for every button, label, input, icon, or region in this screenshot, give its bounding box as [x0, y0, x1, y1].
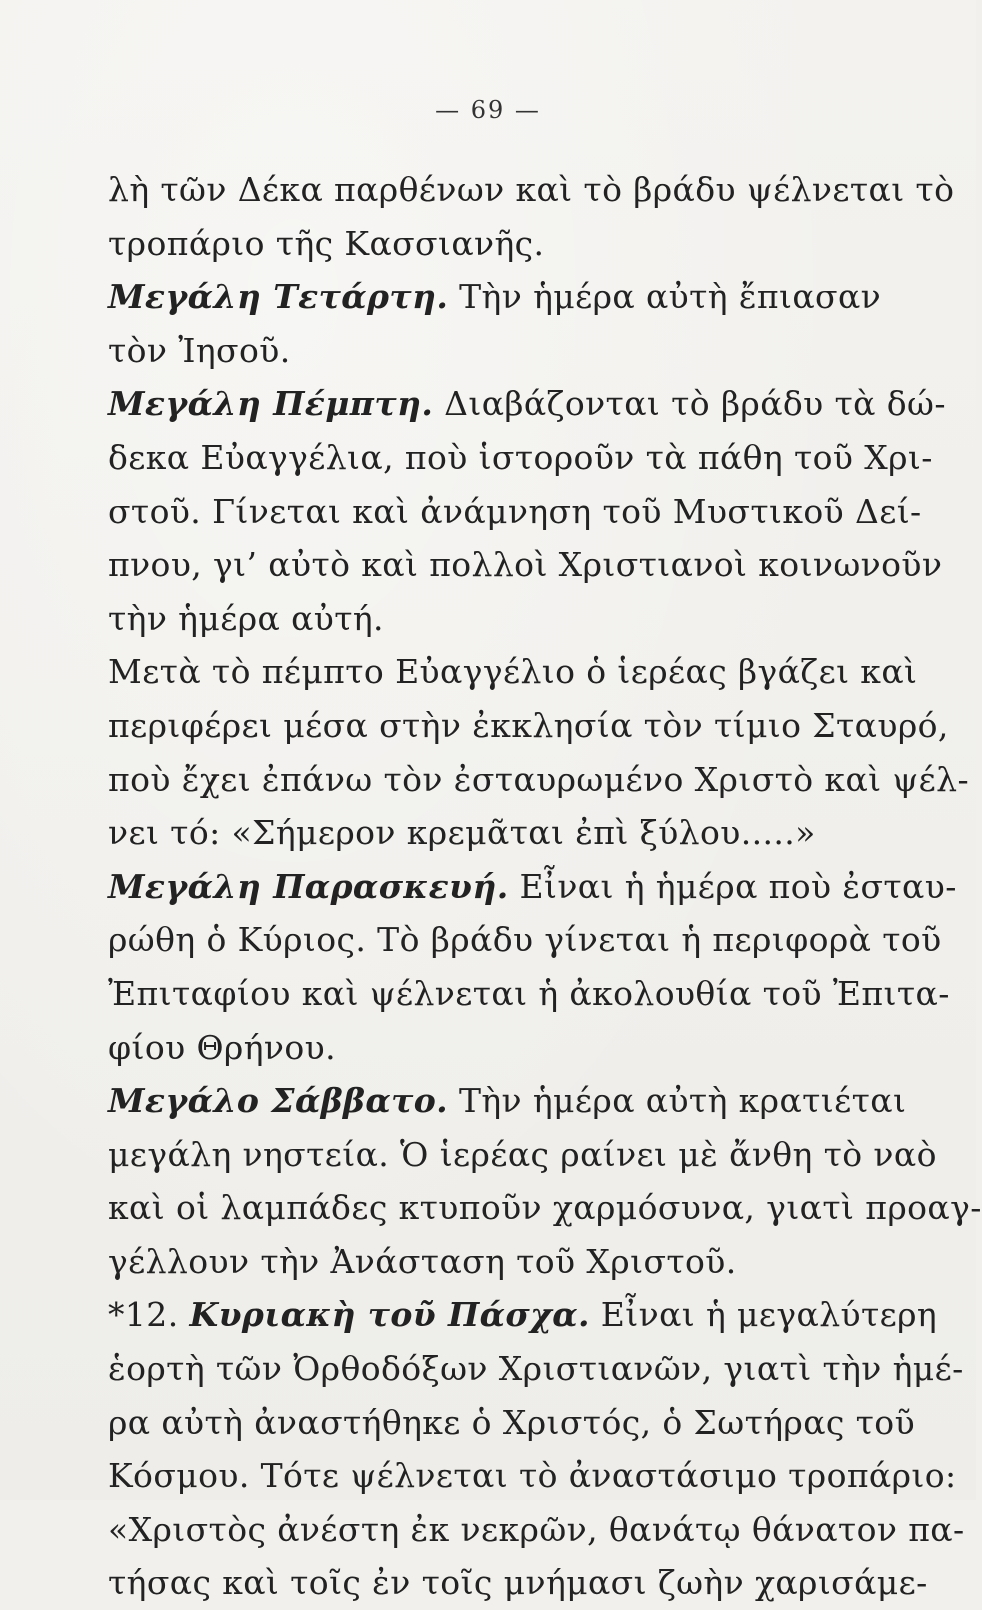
text-line [108, 753, 970, 807]
text-line [108, 1556, 928, 1610]
text-run: τήσας καὶ τοῖς ἐν τοῖς μνήμασι ζωὴν χαρισάμε- [108, 1563, 928, 1603]
text-line [108, 377, 946, 431]
text-line [108, 270, 882, 324]
text-line [108, 1342, 964, 1396]
text-run: Τὴν ἡμέρα αὐτὴ ἔπιασαν [448, 277, 882, 317]
text-run: στοῦ. Γίνεται καὶ ἀνάμνηση τοῦ Μυστικοῦ Δεί- [108, 491, 922, 531]
text-run: *12. [108, 1295, 190, 1335]
text-run: Εἶναι ἡ μεγαλύτερη [589, 1295, 938, 1335]
text-run: πνου, γι’ αὐτὸ καὶ πολλοὶ Χριστιανοὶ κοινωνοῦν [108, 545, 943, 585]
text-run: δεκα Εὐαγγέλια, ποὺ ἱστοροῦν τὰ πάθη τοῦ Χρι- [108, 437, 933, 477]
text-run: καὶ οἱ λαμπάδες κτυποῦν χαρμόσυνα, γιατὶ προαγ- [108, 1188, 982, 1228]
text-run: Τὴν ἡμέρα αὐτὴ κρατιέται [448, 1081, 907, 1121]
text-run: Κόσμου. Τότε ψέλνεται τὸ ἀναστάσιμο τροπάριο: [108, 1456, 957, 1496]
text-line [108, 1396, 916, 1450]
text-run: Ἐπιταφίου καὶ ψέλνεται ἡ ἀκολουθία τοῦ Ἐπιτα- [108, 973, 950, 1013]
section-heading: Μεγάλο Σάββατο. [108, 1081, 449, 1121]
section-heading: Μεγάλη Παρασκευή. [108, 866, 509, 906]
text-line [108, 538, 943, 592]
section-heading: Μεγάλη Πέμπτη. [108, 384, 434, 424]
text-run: «Χριστὸς ἀνέστη ἐκ νεκρῶν, θανάτῳ θάνατον πα- [108, 1509, 965, 1549]
text-line [108, 592, 826, 646]
text-line [108, 217, 826, 271]
text-run: λὴ τῶν Δέκα παρθένων καὶ τὸ βράδυ ψέλνεται τὸ [108, 170, 955, 209]
text-run: Εἶναι ἡ ἡμέρα ποὺ ἐσταυ- [508, 866, 957, 906]
text-line [108, 431, 933, 485]
text-line [108, 1074, 907, 1128]
text-run: Διαβάζονται τὸ βράδυ τὰ δώ- [433, 384, 946, 424]
text-run: φίου Θρήνου. [108, 1027, 336, 1067]
text-line [108, 860, 957, 914]
text-line [108, 967, 950, 1021]
text-line [108, 699, 949, 753]
text-run: μεγάλη νηστεία. Ὁ ἱερέας ραίνει μὲ ἄνθη τὸ ναὸ [108, 1134, 937, 1174]
text-run: νει τό: «Σήμερον κρεμᾶται ἐπὶ ξύλου.....» [108, 813, 816, 853]
text-line [108, 163, 955, 217]
text-run: γέλλουν τὴν Ἀνάσταση τοῦ Χριστοῦ. [108, 1241, 737, 1281]
text-run: περιφέρει μέσα στὴν ἐκκλησία τὸν τίμιο Σταυρό, [108, 705, 949, 745]
section-heading: Κυριακὴ τοῦ Πάσχα. [189, 1295, 590, 1335]
text-run: τροπάριο τῆς Κασσιανῆς. [108, 223, 545, 263]
text-line [108, 1181, 982, 1235]
text-run: ποὺ ἔχει ἐπάνω τὸν ἐσταυρωμένο Χριστὸ καὶ ψέλ- [108, 759, 970, 799]
text-line [108, 1449, 957, 1503]
text-run: ρώθη ὁ Κύριος. Τὸ βράδυ γίνεται ἡ περιφορὰ τοῦ [108, 920, 942, 960]
text-line [108, 645, 918, 699]
text-line [108, 1128, 937, 1182]
page-number: — 69 — [435, 96, 541, 124]
body-text [108, 163, 982, 1610]
text-line [108, 324, 826, 378]
text-run: ρα αὐτὴ ἀναστήθηκε ὁ Χριστός, ὁ Σωτήρας τοῦ [108, 1402, 916, 1442]
text-run: Μετὰ τὸ πέμπτο Εὐαγγέλιο ὁ ἱερέας βγάζει καὶ [108, 652, 918, 692]
text-line [108, 1235, 826, 1289]
text-line [108, 1288, 938, 1342]
text-line [108, 913, 942, 967]
text-run: ἑορτὴ τῶν Ὀρθοδόξων Χριστιανῶν, γιατὶ τὴν ἡμέ- [108, 1349, 964, 1389]
text-line [108, 1503, 965, 1557]
section-heading: Μεγάλη Τετάρτη. [108, 277, 449, 317]
text-line [108, 485, 922, 539]
text-run: τὸν Ἰησοῦ. [108, 330, 291, 370]
text-run: τὴν ἡμέρα αὐτή. [108, 598, 384, 638]
text-line [108, 806, 826, 860]
text-line [108, 1021, 826, 1075]
